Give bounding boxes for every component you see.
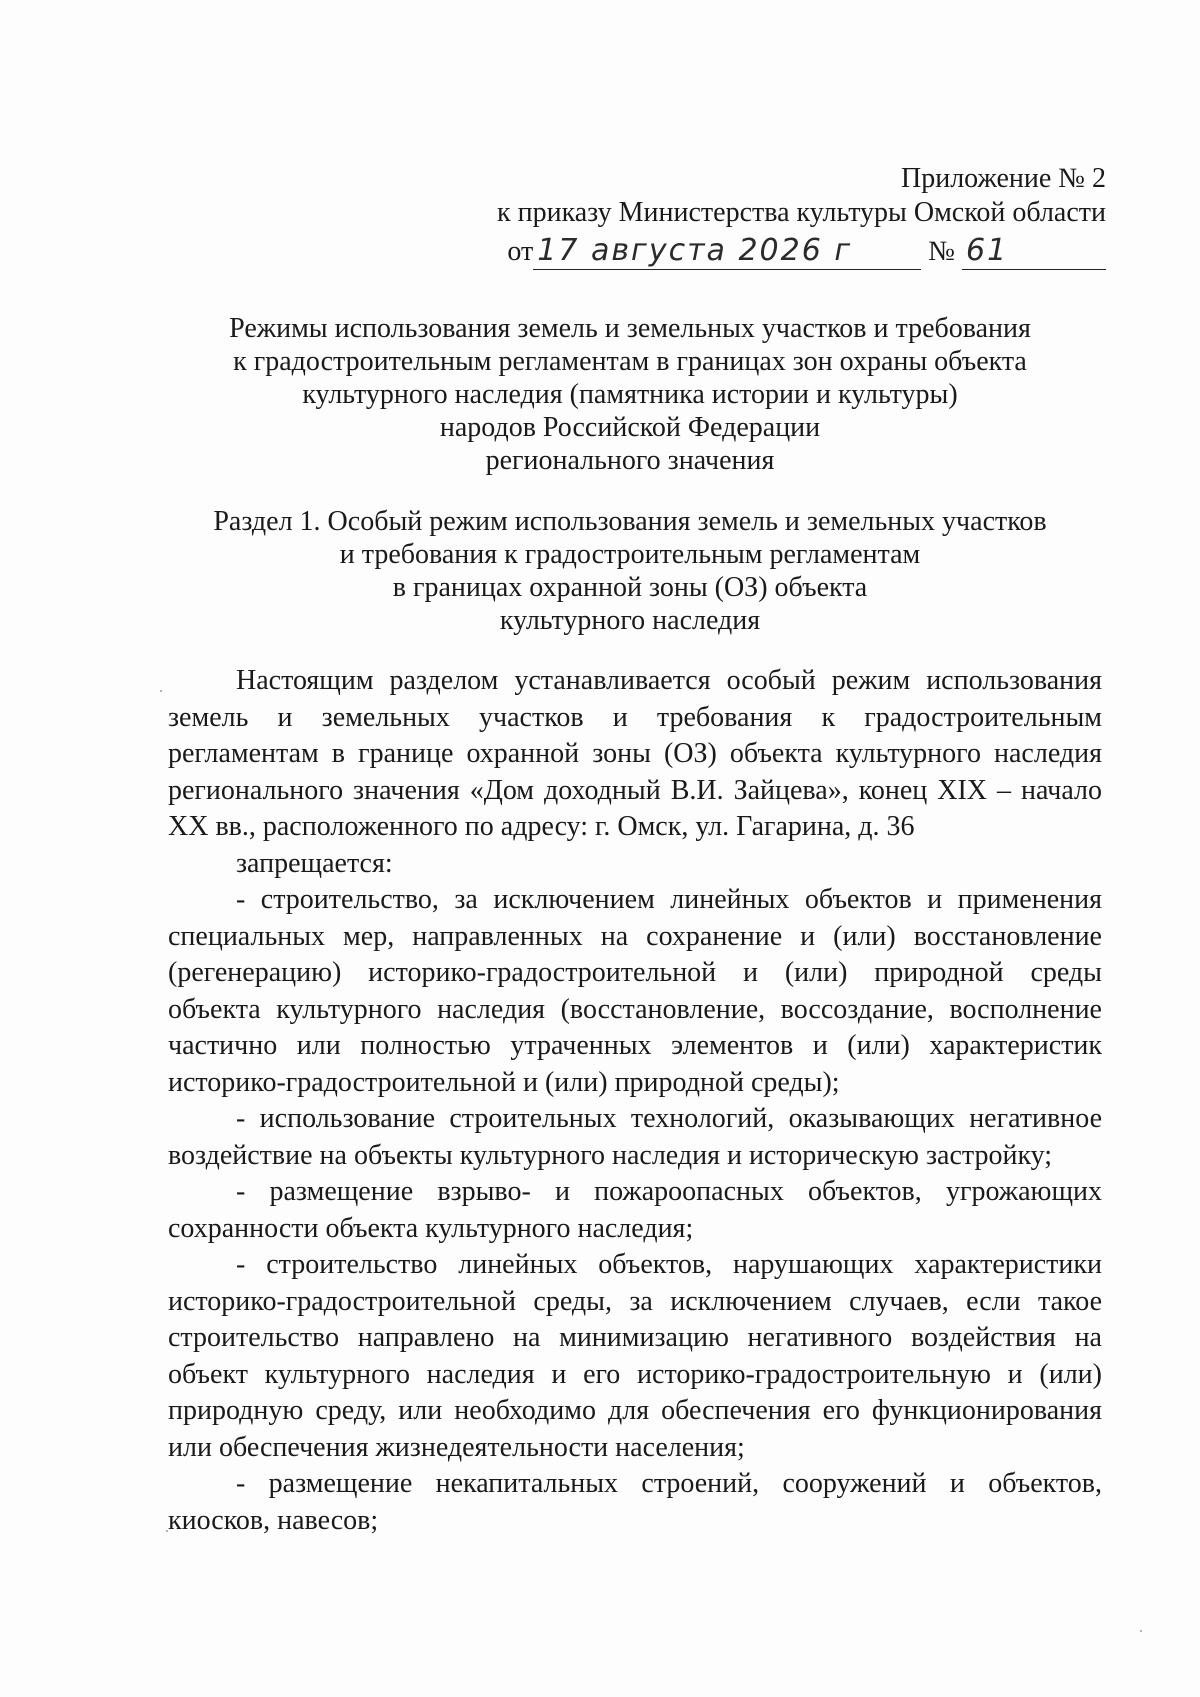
appendix-number: Приложение № 2 [901,163,1106,194]
scan-speck [166,1530,168,1532]
list-item: - использование строительных технологий, оказывающих негативное воздействие на объекты культурного наследия и историческую застройку; [168,1103,1102,1171]
section-line: Раздел 1. Особый режим использования земель и земельных участков [213,506,1047,537]
intro-paragraph: Настоящим разделом устанавливается особый режим использования земель и земельных участков и требования к градостроительным регламентам в границе охранной зоны (ОЗ) объекта культурного наследия регионального значения «Дом доходный В.И. Зайцева», конец XIX – начало XX вв., расположенного по адресу: г. Омск, ул. Гагарина, д. 36 [168,665,1102,842]
section-heading [120,505,1140,637]
document-title [120,312,1140,477]
section-line: в границах охранной зоны (ОЗ) объекта [392,572,868,603]
order-date-line [497,234,1106,270]
scan-speck [1140,1630,1142,1632]
date-prefix: от [507,236,534,267]
order-number-field [962,234,1106,270]
prohibited-label: запрещается: [236,847,393,879]
section-line: культурного наследия [499,605,761,636]
list-item: - размещение некапитальных строений, сооружений и объектов, киосков, навесов; [168,1468,1102,1536]
title-line: народов Российской Федерации [439,412,821,443]
title-line: Режимы использования земель и земельных участков и требования [229,313,1031,344]
list-item: - строительство линейных объектов, нарушающих характеристики историко-градостроительной среды, за исключением случаев, если такое строительство направлено на минимизацию негативного воздействия на объект культурного наследия и его историко-градостроительную и (или) природную среду, или необходимо для обеспечения его функционирования или обеспечения жизнедеятельности населения; [168,1249,1102,1463]
list-item: - размещение взрыво- и пожароопасных объектов, угрожающих сохранности объекта культурного наследия; [168,1176,1102,1244]
list-item: - строительство, за исключением линейных объектов и применения специальных мер, направленных на сохранение и (или) восстановление (регенерацию) историко-градостроительной и (или) природной среды объекта культурного наследия (восстановление, воссоздание, восполнение частично или полностью утраченных элементов и (или) характеристик историко-градостроительной и (или) природной среды); [168,884,1102,1098]
title-line: к градостроительным регламентам в границах зон охраны объекта [233,346,1027,377]
scan-speck [160,690,162,692]
section-line: и требования к градостроительным регламентам [339,539,921,570]
title-line: культурного наследия (памятника истории и культуры) [302,379,958,410]
number-prefix: № [928,236,955,267]
appendix-header [497,162,1106,270]
handwritten-number: 61 [966,233,1009,268]
document-body [168,663,1102,1539]
order-reference: к приказу Министерства культуры Омской области [497,197,1106,228]
order-date-field [533,234,921,270]
title-line: регионального значения [485,445,775,476]
handwritten-date: 17 августа 2026 г [537,233,853,268]
